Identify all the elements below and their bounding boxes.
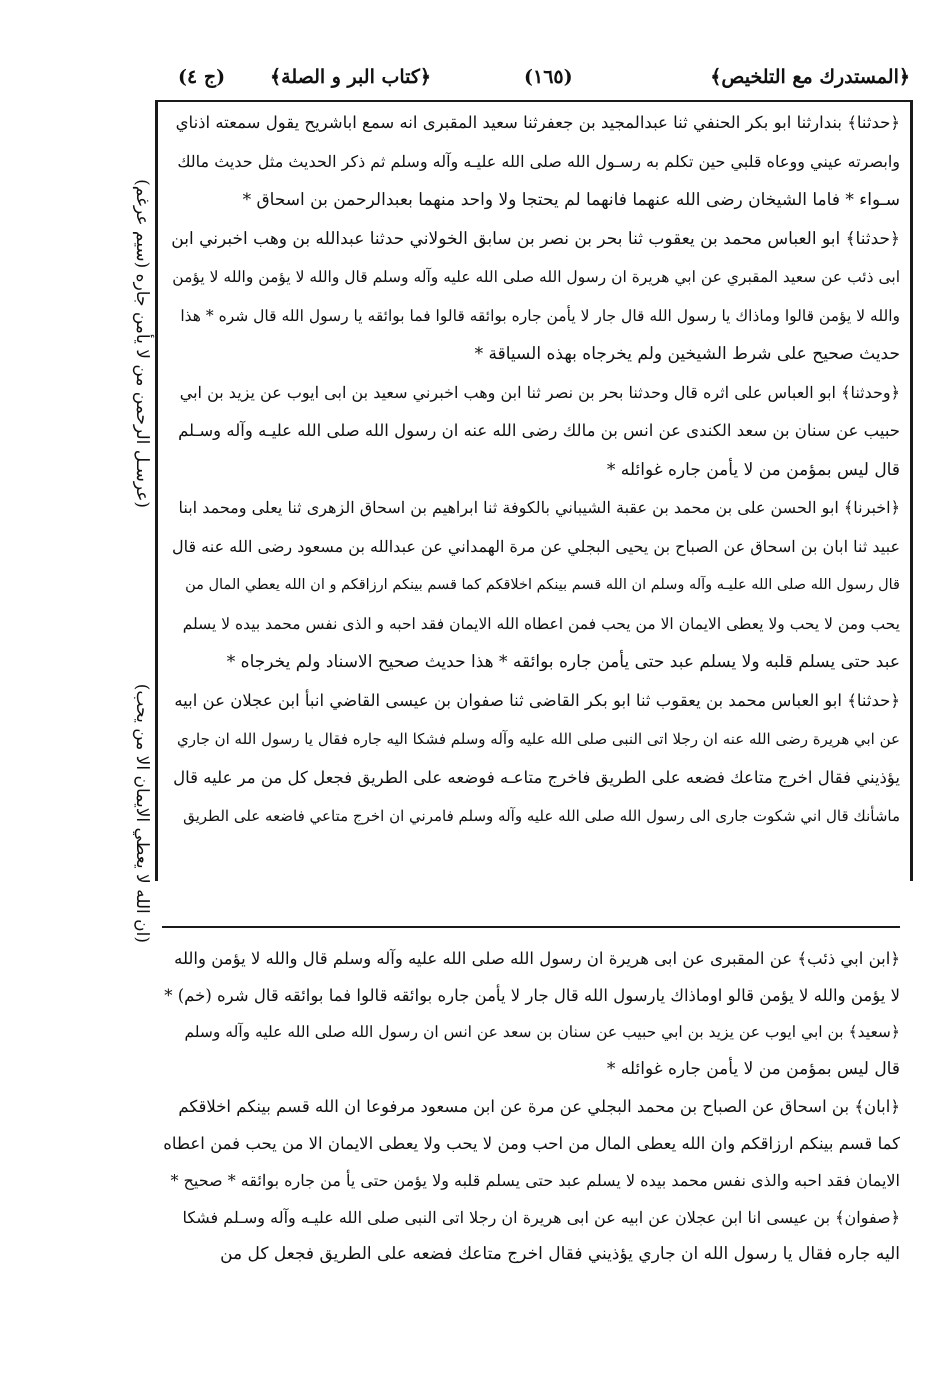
book-title: ﴿المستدرك مع التلخيص﴾ [710, 66, 910, 88]
text-line: قال رسول الله صلى الله عليـه وآله وسلم ان الله قسم بينكم اخلاقكم كما قسم بينكم ارزاقكم و ان الله يعطي المال من [185, 577, 900, 593]
text-line: ماشأنك قال اني شكوت جارى الى رسول الله صلى الله عليه وآله وسلم فامرني ان اخرج متاعي فاضعه على الطريق [183, 807, 900, 825]
text-line: ﴿حدثنا﴾ ابو العباس محمد بن يعقوب ثنا ابو بكر القاضى ثنا صفوان بن عيسى القاضي انبأ ابن عجلان عن ابيه [174, 690, 900, 710]
text-line: ﴿حدثنا﴾ ابو العباس محمد بن يعقوب ثنا بحر بن نصر بن سابق الخولاني حدثنا عبدالله بن وهب اخبرني ابن [171, 228, 900, 249]
volume-number: (ج ٤) [178, 66, 226, 88]
summary-line: ﴿صفوان﴾ بن عيسى انا ابن عجلان عن ابيه عن ابى هريرة ان رجلا اتى النبى صلى الله عليـه وآله وسـلم فشكا [182, 1208, 900, 1227]
summary-line: اليه جاره فقال يا رسول الله ان جاري يؤذيني فقال اخرج متاعك فضعه على الطريق فجعل كل من [220, 1244, 900, 1264]
summary-line: الايمان فقد احبه والذى نفس محمد بيده لا يسلم عبد حتى يسلم قلبه ولا يؤمن حتى يأ من جاره بوائقه * صحيح * [170, 1171, 900, 1190]
text-line: عن ابي هريرة رضى الله عنه ان رجلا اتى النبى صلى الله عليه وآله وسلم فشكا اليه جاره فقال يا رسول الله ان جاري [177, 730, 900, 748]
page-number: (١٦٥) [524, 66, 573, 88]
page-header [150, 62, 910, 96]
text-line: ﴿وحدثنا﴾ ابو العباس على اثره قال وحدثنا بحر بن نصر ثنا ابن وهب اخبرني سعيد بن ابى ايوب عن يزيد بن ابي [179, 382, 900, 402]
summary-line: ﴿ابن ابي ذئب﴾ عن المقبرى عن ابى هريرة ان رسول الله صلى الله عليه وآله وسلم قال والله لا يؤمن والله [174, 949, 900, 968]
text-line: والله لا يؤمن قالوا وماذاك يا رسول الله قال جار لا يأمن جاره بوائقه قالوا فما بوائقه يا رسول الله قال شره * هذا [180, 306, 900, 325]
main-text [162, 104, 900, 836]
text-line: حبيب عن سنان بن سعد الكندى عن انس بن مالك رضى الله عنه ان رسول الله صلى الله عليـه وآله وسـلم [178, 421, 900, 440]
text-line: عبد حتى يسلم قلبه ولا يسلم عبد حتى يأمن جاره بوائقه * هذا حديث صحيح الاسناد ولم يخرجاه * [226, 652, 900, 672]
text-line: قال ليس بمؤمن من لا يأمن جاره غوائله * [606, 459, 900, 480]
text-line: يحب ومن لا يحب ولا يعطى الايمان الا من يحب فمن اعطاه الله الايمان فقد احبه و الذى نفس محمد بيده لا يسلم [182, 614, 900, 633]
summary-line: ﴿ابان﴾ بن اسحاق عن الصباح بن محمد البجلي عن مرة عن ابن مسعود مرفوعا ان الله قسم بينكم اخلاقكم [178, 1097, 900, 1116]
text-line: حديث صحيح على شرط الشيخين ولم يخرجاه بهذه السياقة * [474, 344, 900, 364]
text-line: سـواء * فاما الشيخان رضى الله عنهما فانهما لم يحتجا ولا واحد منهما بعبدالرحمن بن اسحاق * [242, 190, 900, 210]
text-line: ابى ذئب عن سعيد المقبري عن ابي هريرة ان رسول الله صلى الله عليه وآله وسلم قال والله لا يؤمن والله لا يؤمن [172, 268, 900, 286]
summary-line: قال ليس بمؤمن من لا يأمن جاره غوائله * [606, 1059, 900, 1079]
summary-text [162, 940, 900, 1273]
margin-note: (عرسـل الرحمن من لا يأمن جاره (سيم عرغم) [132, 179, 152, 508]
section-divider [162, 926, 900, 928]
text-line: يؤذيني فقال اخرج متاعك فضعه على الطريق فاخرج متاعـه فوضعه على الطريق فجعل كل من مر عليه قال [173, 767, 900, 787]
summary-line: لا يؤمن والله لا يؤمن قالو اوماذاك يارسول الله قال جار لا يأمن جاره بوائقه قالوا فما بوائقه قال شره (خم) * [164, 986, 900, 1005]
text-line: ﴿حدثنا﴾ بندارثنا ابو بكر الحنفي ثنا عبدالمجيد بن جعفرثنا سعيد المقبرى انه سمع اباشريح يقول سمعته اذناي [175, 113, 900, 132]
text-line: ﴿اخبرنا﴾ ابو الحسن على بن محمد بن عقبة الشيباني بالكوفة ثنا ابراهيم بن اسحاق الزهرى ثنا يعلى ومحمد ابنا [178, 498, 900, 517]
summary-line: ﴿سعيد﴾ بن ابي ايوب عن يزيد بن ابي حبيب عن سنان بن سعد عن انس ان رسول الله صلى الله عليه وآله وسلم [184, 1023, 900, 1041]
margin-note: (ان الله لا يعطي الايمان الا من يحب) [132, 683, 152, 943]
chapter-title: ﴿كتاب البر و الصلة﴾ [270, 66, 432, 88]
text-line: عبيد ثنا ابان بن اسحاق عن الصباح بن يحيى البجلي عن مرة الهمداني عن عبدالله بن مسعود رضى الله عنه قال [171, 536, 900, 556]
summary-line: كما قسم بينكم ارزاقكم وان الله يعطى المال من احب ومن لا يحب ولا يعطى الايمان الا من يحب فمن اعطاه [163, 1134, 900, 1153]
text-line: وابصرته عيني ووعاه قلبي حين تكلم به رسـول الله صلى الله عليـه وآله وسلم ثم ذكر الحديث مثل حديث مالك [177, 151, 900, 171]
